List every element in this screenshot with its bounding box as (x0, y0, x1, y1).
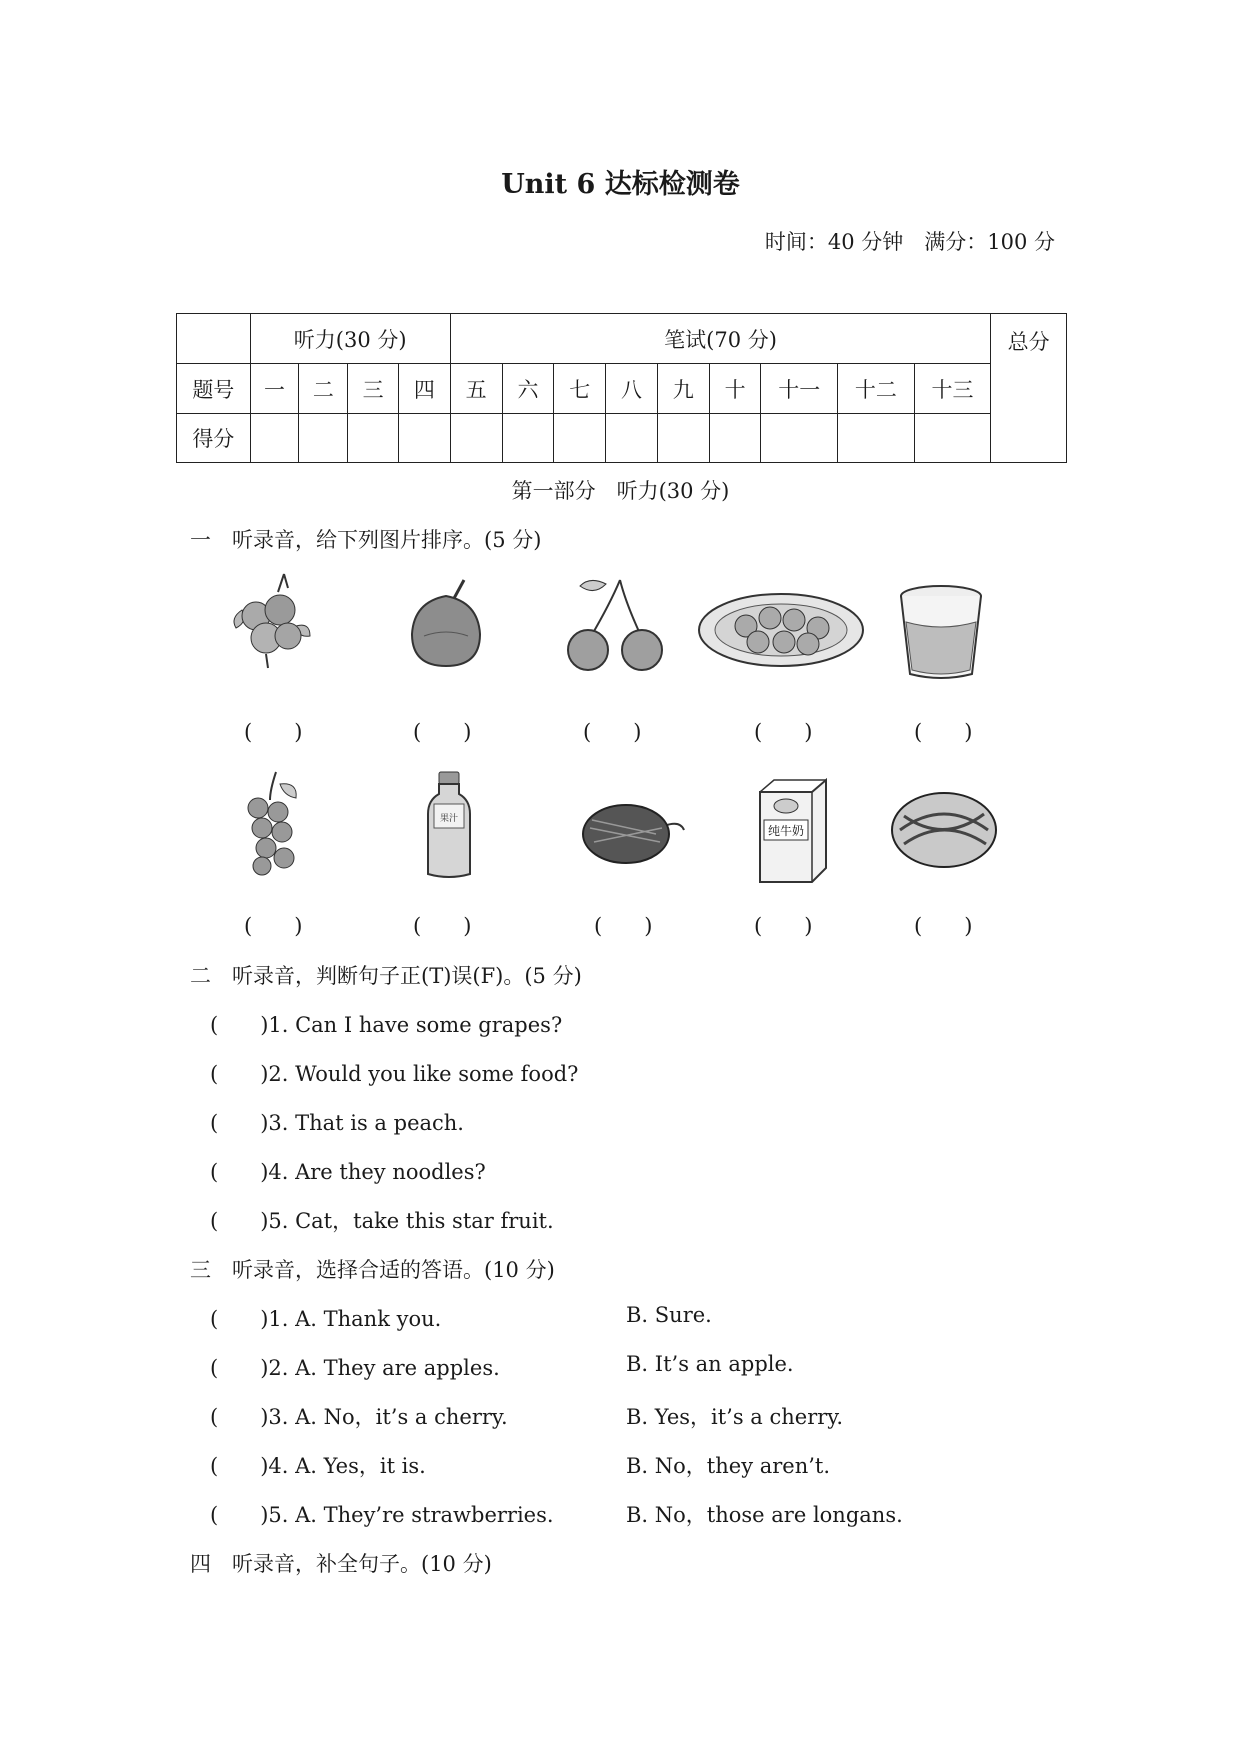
true-false-item: ( )1. Can I have some grapes? (210, 1013, 563, 1037)
choice-option-a: ( )1. A. Thank you. (210, 1307, 442, 1331)
question-number: 二 (299, 364, 348, 414)
score-cell[interactable] (250, 414, 299, 463)
section-one-heading: 一 听录音，给下列图片排序。(5 分) (190, 528, 542, 552)
question-number: 八 (606, 364, 658, 414)
answer-blank[interactable]: ( ) (754, 720, 813, 744)
question-number: 十二 (838, 364, 915, 414)
question-number: 一 (250, 364, 299, 414)
question-number: 七 (554, 364, 606, 414)
true-false-item: ( )3. That is a peach. (210, 1111, 464, 1135)
score-cell[interactable] (914, 414, 991, 463)
question-number: 四 (399, 364, 451, 414)
lychee-icon (226, 570, 316, 672)
corner-cell (177, 314, 251, 364)
coconut-icon (402, 576, 492, 672)
score-cell[interactable] (761, 414, 838, 463)
true-false-item: ( )2. Would you like some food? (210, 1062, 579, 1086)
section-two-heading: 二 听录音，判断句子正(T)误(F)。(5 分) (190, 964, 582, 988)
score-cell[interactable] (348, 414, 399, 463)
question-number: 三 (348, 364, 399, 414)
choice-option-b: B. No，those are longans. (626, 1503, 903, 1527)
choice-option-b: B. Yes，it’s a cherry. (626, 1405, 844, 1429)
row-label-number: 题号 (177, 364, 251, 414)
watermelon-icon (890, 790, 1000, 870)
part-one-title: 第一部分 听力(30 分) (511, 479, 730, 503)
answer-blank[interactable]: ( ) (413, 720, 472, 744)
score-cell[interactable] (709, 414, 761, 463)
choice-option-a: ( )2. A. They are apples. (210, 1356, 500, 1380)
longan-icon (236, 770, 306, 876)
writing-header: 笔试(70 分) (450, 314, 991, 364)
score-cell[interactable] (450, 414, 502, 463)
section-four-heading: 四 听录音，补全句子。(10 分) (190, 1552, 492, 1576)
answer-blank[interactable]: ( ) (413, 914, 472, 938)
score-cell[interactable] (399, 414, 451, 463)
juice-bottle-icon (424, 770, 474, 882)
true-false-item: ( )5. Cat，take this star fruit. (210, 1209, 554, 1233)
score-cell[interactable] (606, 414, 658, 463)
choice-option-b: B. Sure. (626, 1303, 712, 1327)
score-table (176, 313, 1067, 463)
answer-blank[interactable]: ( ) (244, 720, 303, 744)
score-cell[interactable] (299, 414, 348, 463)
answer-blank[interactable]: ( ) (754, 914, 813, 938)
listening-header: 听力(30 分) (250, 314, 450, 364)
question-number: 九 (657, 364, 709, 414)
total-header: 总分 (991, 314, 1067, 463)
section-three-heading: 三 听录音，选择合适的答语。(10 分) (190, 1258, 555, 1282)
answer-blank[interactable]: ( ) (594, 914, 653, 938)
time-and-score-info: 时间：40 分钟 满分：100 分 (764, 230, 1055, 254)
choice-option-a: ( )4. A. Yes，it is. (210, 1454, 426, 1478)
choice-option-a: ( )5. A. They’re strawberries. (210, 1503, 554, 1527)
choice-option-b: B. It’s an apple. (626, 1352, 794, 1376)
true-false-item: ( )4. Are they noodles? (210, 1160, 486, 1184)
answer-blank[interactable]: ( ) (244, 914, 303, 938)
row-label-score: 得分 (177, 414, 251, 463)
score-cell[interactable] (554, 414, 606, 463)
answer-blank[interactable]: ( ) (914, 914, 973, 938)
bottle-label: 果汁 (439, 814, 459, 824)
question-number: 十三 (914, 364, 991, 414)
page-title: Unit 6 达标检测卷 (501, 169, 740, 200)
question-number: 十一 (761, 364, 838, 414)
question-number: 十 (709, 364, 761, 414)
choice-option-b: B. No，they aren’t. (626, 1454, 831, 1478)
strawberry-plate-icon (696, 586, 866, 672)
score-cell[interactable] (657, 414, 709, 463)
answer-blank[interactable]: ( ) (583, 720, 642, 744)
score-cell[interactable] (838, 414, 915, 463)
cherry-icon (560, 574, 670, 674)
question-number: 五 (450, 364, 502, 414)
answer-blank[interactable]: ( ) (914, 720, 973, 744)
milk-box-icon (756, 776, 830, 886)
choice-option-a: ( )3. A. No，it’s a cherry. (210, 1405, 508, 1429)
question-number: 六 (502, 364, 554, 414)
milk-box-label: 纯牛奶 (767, 824, 805, 838)
score-cell[interactable] (502, 414, 554, 463)
melon-icon (580, 798, 688, 866)
juice-cup-icon (896, 582, 986, 682)
